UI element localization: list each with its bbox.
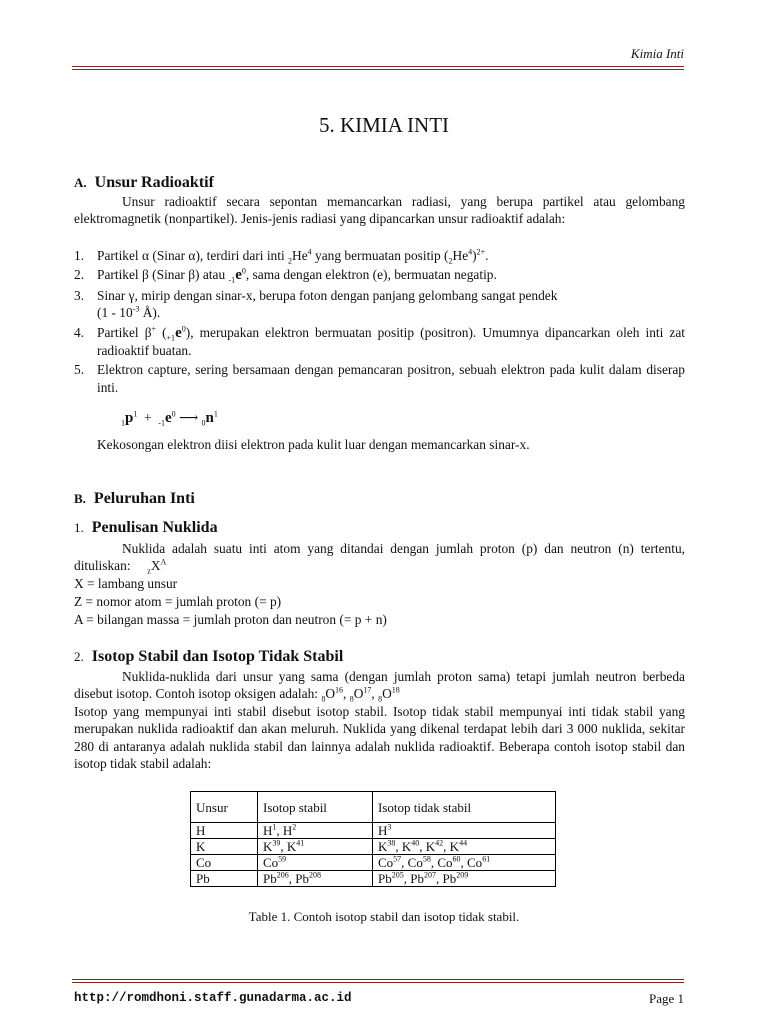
table-cell-stable: $H^1$, $H^2$ [258, 823, 373, 839]
table-cell-stable: Co$^{59}$ [258, 855, 373, 871]
definition-line: X = lambang unsur [74, 576, 178, 591]
table-header-cell: Isotop stabil [258, 792, 373, 823]
isotop-paragraph-1: Nuklida-nuklida dari unsur yang sama (dengan jumlah proton sama) tetapi jumlah neutron berbeda disebut isotop. Contoh isotop oksigen adalah: $_8O^{16}$, $_8O^{17}$, $_8O^{18}$ [74, 669, 685, 705]
section-a-note: Kekosongan elektron diisi elektron pada kulit luar dengan memancarkan sinar-x. [97, 437, 530, 452]
running-header: Kimia Inti [630, 46, 684, 61]
footer-rule [72, 979, 684, 983]
definition-line: A = bilangan massa = jumlah proton dan neutron (= p + n) [74, 612, 387, 627]
nuklida-paragraph: Nuklida adalah suatu inti atom yang ditandai dengan jumlah proton (p) dan neutron (n) tertentu, dituliskan: $_zX^A$ [74, 541, 685, 577]
subsection-2-heading: 2. Isotop Stabil dan Isotop Tidak Stabil [74, 648, 344, 665]
table-cell-unstable: $K^{38}$, $K^{40}$, $K^{42}$, $K^{44}$ [373, 839, 556, 855]
table-cell-element: K [191, 839, 258, 855]
section-a-label: A. [74, 175, 87, 190]
capture-equation: $_1p^1 + _{-1}e^0$ ⟶ $_0n^1$ [121, 409, 218, 428]
table-cell-element: H [191, 823, 258, 839]
table-row [191, 839, 556, 855]
section-b-title: Peluruhan Inti [93, 490, 195, 507]
table-row [191, 855, 556, 871]
header-rule [72, 66, 684, 70]
list-item: 1. Partikel α (Sinar α), terdiri dari inti $_2He^4$ yang bermuatan positip $(_2He^4)^{2+}$. [74, 247, 489, 266]
table-row [191, 823, 556, 839]
table-cell-element: Co [191, 855, 258, 871]
list-item: 5. Elektron capture, sering bersamaan dengan pemancaran positron, sebuah elektron pada kulit dalam diserap inti. [74, 362, 685, 395]
radiation-list [74, 247, 685, 398]
table-header-cell: Isotop tidak stabil [373, 792, 556, 823]
isotope-table [190, 791, 556, 887]
table-cell-stable: Pb$^{206}$, Pb$^{208}$ [258, 871, 373, 887]
section-b-heading [74, 490, 195, 508]
table-cell-stable: $K^{39}$, $K^{41}$ [258, 839, 373, 855]
table-cell-unstable: Co$^{57}$, Co$^{58}$, Co$^{60}$, Co$^{61}$ [373, 855, 556, 871]
table-row [191, 871, 556, 887]
isotop-paragraph-2: Isotop yang mempunyai inti stabil disebut isotop stabil. Isotop tidak stabil mempunyai inti tidak stabil yang merupakan nuklida radioaktif dan akan meluruh. Nuklida yang dikenal terdapat lebih dari 3 000 nuklida, sekitar 280 di antaranya adalah nuklida stabil dan lainnya adalah nuklida radioaktif. Beberapa contoh isotop stabil dan isotop tidak stabil adalah: [74, 704, 685, 772]
table-cell-element: Pb [191, 871, 258, 887]
list-item: 3. Sinar γ, mirip dengan sinar-x, berupa foton dengan panjang gelombang sangat pendek ($1 - 10^{-3}$ Å). [74, 287, 558, 321]
list-number: 2. [74, 267, 85, 283]
list-number: 5. [74, 362, 85, 378]
page-number: Page 1 [648, 991, 684, 1006]
section-b-label: B. [74, 491, 86, 506]
table-cell-unstable: $H^3$ [373, 823, 556, 839]
definition-line: Z = nomor atom = jumlah proton (= p) [74, 594, 282, 609]
list-number: 4. [74, 324, 85, 340]
table-header-cell: Unsur [191, 792, 258, 823]
page-title: 5. KIMIA INTI [318, 113, 450, 137]
section-a-heading [74, 174, 214, 192]
footer-url[interactable]: http://romdhoni.staff.gunadarma.ac.id [74, 991, 352, 1005]
section-a-intro: Unsur radioaktif secara sepontan memancarkan radiasi, yang berupa partikel atau gelombang elektromagnetik (nonpartikel). Jenis-jenis radiasi yang dipancarkan unsur radioaktif adalah: [74, 194, 685, 227]
table-caption: Table 1. Contoh isotop stabil dan isotop tidak stabil. [248, 909, 520, 924]
subsection-1-heading: 1. Penulisan Nuklida [74, 519, 218, 536]
list-number: 3. [74, 287, 85, 303]
section-a-title: Unsur Radioaktif [94, 174, 214, 191]
list-item: 4. Partikel β+ $(_{+1}e^0)$, merupakan elektron bermuatan positip (positron). Umumnya dipancarkan oleh inti zat radioaktif buatan. [74, 324, 686, 359]
table-header-row [191, 792, 556, 823]
table-cell-unstable: Pb$^{205}$, Pb$^{207}$, Pb$^{209}$ [373, 871, 556, 887]
list-item: 2. Partikel β (Sinar β) atau $_{-1}e^0$, sama dengan elektron (e), bermuatan negatip. [74, 266, 497, 286]
list-number: 1. [74, 248, 85, 263]
